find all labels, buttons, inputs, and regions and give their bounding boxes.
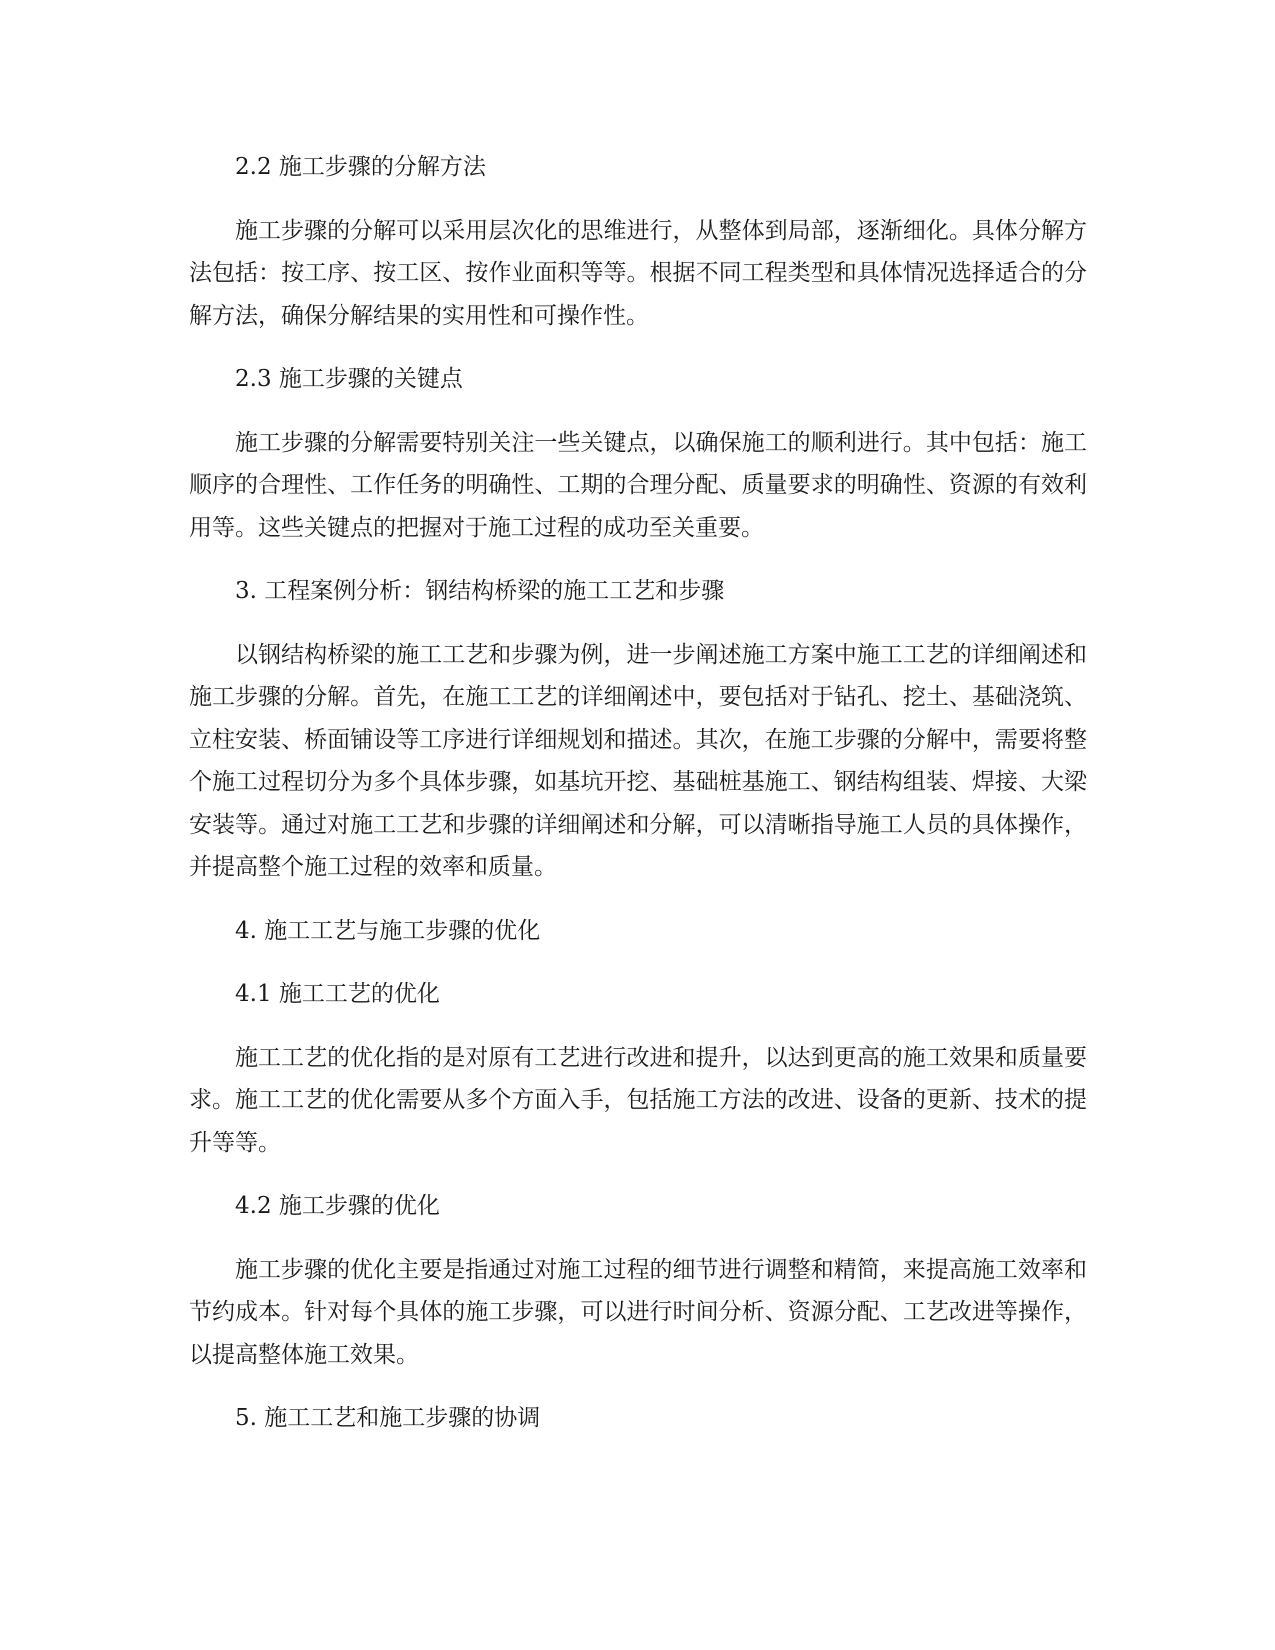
section-heading-2-3: 2.3 施工步骤的关键点 xyxy=(235,366,463,392)
paragraph-process-optimization: 施工工艺的优化指的是对原有工艺进行改进和提升，以达到更高的施工效果和质量要求。施工工艺的优化需要从多个方面入手，包括施工方法的改进、设备的更新、技术的提升等等。 xyxy=(189,1044,1087,1156)
paragraph-key-points: 施工步骤的分解需要特别关注一些关键点，以确保施工的顺利进行。其中包括：施工顺序的合理性、工作任务的明确性、工期的合理分配、质量要求的明确性、资源的有效利用等。这些关键点的把握对于施工过程的成功至关重要。 xyxy=(189,429,1087,541)
section-heading-3: 3. 工程案例分析：钢结构桥梁的施工工艺和步骤 xyxy=(235,578,725,604)
paragraph-decomposition-method: 施工步骤的分解可以采用层次化的思维进行，从整体到局部，逐渐细化。具体分解方法包括：按工序、按工区、按作业面积等等。根据不同工程类型和具体情况选择适合的分解方法，确保分解结果的实用性和可操作性。 xyxy=(189,217,1087,329)
document-body xyxy=(189,146,1087,1461)
section-heading-5: 5. 施工工艺和施工步骤的协调 xyxy=(235,1405,541,1431)
section-heading-4: 4. 施工工艺与施工步骤的优化 xyxy=(235,917,541,944)
section-heading-4-1: 4.1 施工工艺的优化 xyxy=(235,981,440,1007)
section-heading-2-2: 2.2 施工步骤的分解方法 xyxy=(235,154,486,180)
section-heading-4-2: 4.2 施工步骤的优化 xyxy=(235,1193,440,1219)
paragraph-case-study: 以钢结构桥梁的施工工艺和步骤为例，进一步阐述施工方案中施工工艺的详细阐述和施工步骤的分解。首先，在施工工艺的详细阐述中，要包括对于钻孔、挖土、基础浇筑、立柱安装、桥面铺设等工序进行详细规划和描述。其次，在施工步骤的分解中，需要将整个施工过程切分为多个具体步骤，如基坑开挖、基础桩基施工、钢结构组装、焊接、大梁安装等。通过对施工工艺和步骤的详细阐述和分解，可以清晰指导施工人员的具体操作，并提高整个施工过程的效率和质量。 xyxy=(189,641,1087,880)
paragraph-step-optimization: 施工步骤的优化主要是指通过对施工过程的细节进行调整和精简，来提高施工效率和节约成本。针对每个具体的施工步骤，可以进行时间分析、资源分配、工艺改进等操作，以提高整体施工效果。 xyxy=(189,1256,1087,1368)
